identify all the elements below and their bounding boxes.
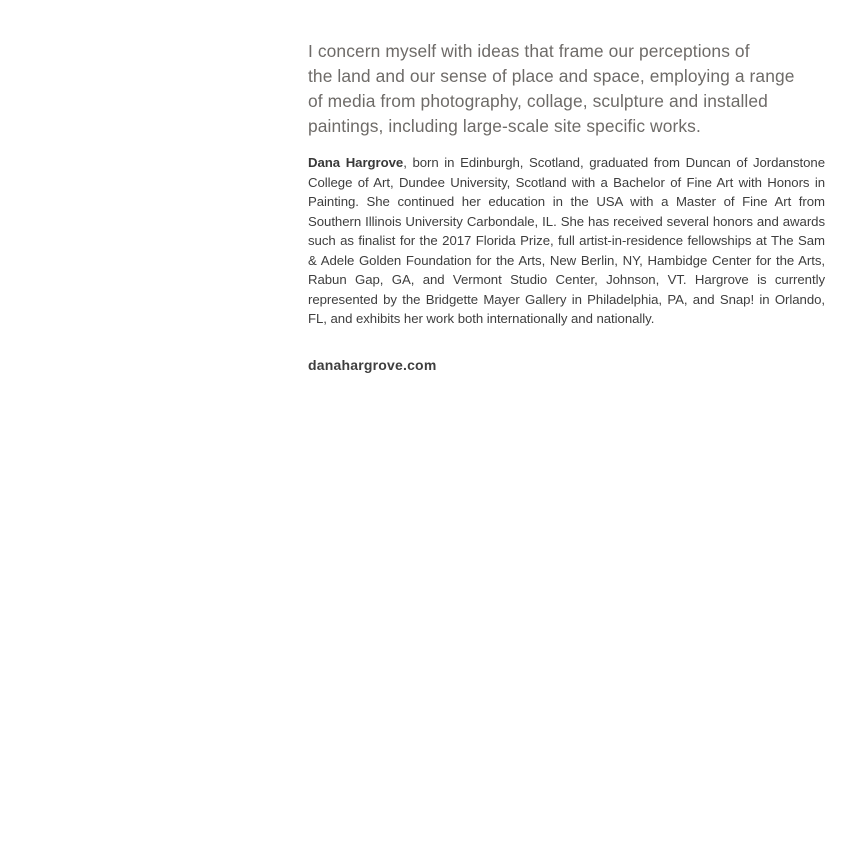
website-link[interactable]: danahargrove.com: [308, 356, 437, 373]
statement-line: paintings, including large-scale site specific works.: [308, 116, 701, 136]
statement-line: I concern myself with ideas that frame our perceptions of: [308, 41, 750, 61]
statement-line: of media from photography, collage, sculpture and installed: [308, 91, 768, 111]
bio-text: , born in Edinburgh, Scotland, graduated from Duncan of Jordanstone College of Art, Dundee University, Scotland with a Bachelor of Fine Art with Honors in Painting. She continued her education in the USA with a Master of Fine Art from Southern Illinois University Carbondale, IL. She has received several honors and awards such as finalist for the 2017 Florida Prize, full artist-in-residence fellowships at The Sam & Adele Golden Foundation for the Arts, New Berlin, NY, Hambidge Center for the Arts, Rabun Gap, GA, and Vermont Studio Center, Johnson, VT. Hargrove is currently represented by the Bridgette Mayer Gallery in Philadelphia, PA, and Snap! in Orlando, FL, and exhibits her work both internationally and nationally.: [308, 155, 825, 326]
artist-name: Dana Hargrove: [308, 155, 404, 170]
statement-line: the land and our sense of place and space, employing a range: [308, 66, 795, 86]
artist-bio: [308, 153, 825, 329]
artist-statement: [308, 39, 825, 139]
content-column: [308, 39, 825, 373]
